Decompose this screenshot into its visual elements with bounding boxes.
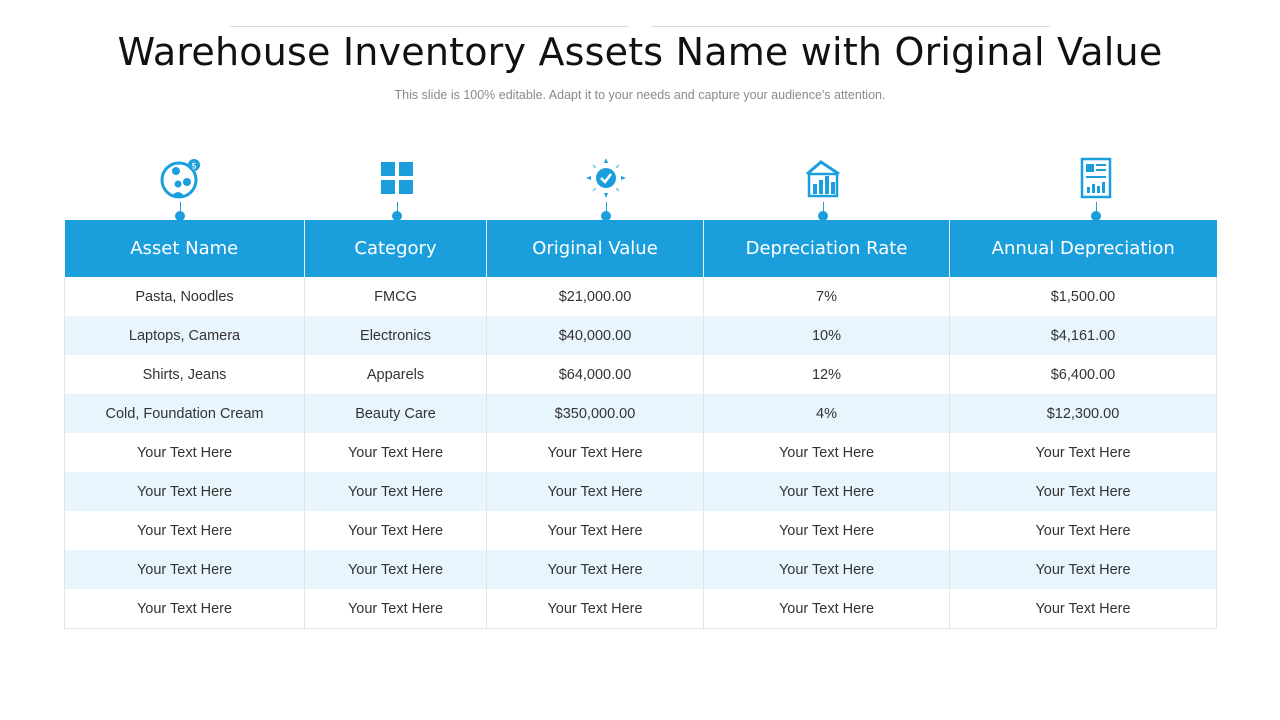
top-divider-left [230, 26, 628, 27]
cell-original-value: Your Text Here [487, 550, 704, 589]
cell-depreciation-rate: 12% [704, 355, 950, 394]
top-divider-right [652, 26, 1050, 27]
cell-original-value: $350,000.00 [487, 394, 704, 433]
cell-asset-name: Pasta, Noodles [65, 277, 305, 316]
inventory-table [64, 220, 1217, 629]
report-chart-icon [1071, 156, 1121, 226]
cell-category: Apparels [305, 355, 487, 394]
table-row [65, 511, 1217, 550]
cell-asset-name: Shirts, Jeans [65, 355, 305, 394]
table-header-row [65, 220, 1217, 277]
table-row [65, 355, 1217, 394]
header-original-value: Original Value [487, 220, 704, 277]
cell-original-value: Your Text Here [487, 511, 704, 550]
cell-original-value: $64,000.00 [487, 355, 704, 394]
table-row [65, 394, 1217, 433]
cell-depreciation-rate: Your Text Here [704, 511, 950, 550]
cell-depreciation-rate: Your Text Here [704, 589, 950, 629]
header-depreciation-rate: Depreciation Rate [704, 220, 950, 277]
cell-category: Your Text Here [305, 550, 487, 589]
cell-asset-name: Your Text Here [65, 433, 305, 472]
cell-asset-name: Cold, Foundation Cream [65, 394, 305, 433]
table-row [65, 316, 1217, 355]
cell-annual-depreciation: Your Text Here [950, 472, 1217, 511]
badge-check-icon [581, 156, 631, 226]
table-row [65, 472, 1217, 511]
cell-original-value: Your Text Here [487, 472, 704, 511]
column-icons-row [64, 156, 1216, 226]
svg-text:$: $ [191, 161, 197, 172]
cell-asset-name: Your Text Here [65, 511, 305, 550]
cell-annual-depreciation: Your Text Here [950, 550, 1217, 589]
cell-annual-depreciation: Your Text Here [950, 589, 1217, 629]
header-annual-depreciation: Annual Depreciation [950, 220, 1217, 277]
cell-original-value: Your Text Here [487, 433, 704, 472]
page-subtitle: This slide is 100% editable. Adapt it to your needs and capture your audience's attention. [394, 88, 886, 102]
cell-asset-name: Laptops, Camera [65, 316, 305, 355]
cell-annual-depreciation: $1,500.00 [950, 277, 1217, 316]
cell-category: Your Text Here [305, 589, 487, 629]
cell-category: Your Text Here [305, 433, 487, 472]
page-title: Warehouse Inventory Assets Name with Original Value [117, 30, 1163, 74]
header-category: Category [305, 220, 487, 277]
house-chart-icon [798, 156, 848, 226]
grid-squares-icon [372, 156, 422, 226]
cell-original-value: $40,000.00 [487, 316, 704, 355]
cell-annual-depreciation: $12,300.00 [950, 394, 1217, 433]
cell-category: Your Text Here [305, 511, 487, 550]
cell-original-value: $21,000.00 [487, 277, 704, 316]
cell-category: Beauty Care [305, 394, 487, 433]
cell-depreciation-rate: Your Text Here [704, 550, 950, 589]
cell-depreciation-rate: 4% [704, 394, 950, 433]
cell-asset-name: Your Text Here [65, 550, 305, 589]
table-row [65, 550, 1217, 589]
cell-category: Electronics [305, 316, 487, 355]
table-row [65, 277, 1217, 316]
cell-category: FMCG [305, 277, 487, 316]
cell-asset-name: Your Text Here [65, 472, 305, 511]
cell-annual-depreciation: Your Text Here [950, 433, 1217, 472]
cell-annual-depreciation: Your Text Here [950, 511, 1217, 550]
money-person-circle-icon [155, 156, 205, 226]
header-asset-name: Asset Name [65, 220, 305, 277]
cell-depreciation-rate: 10% [704, 316, 950, 355]
cell-asset-name: Your Text Here [65, 589, 305, 629]
cell-depreciation-rate: Your Text Here [704, 472, 950, 511]
cell-original-value: Your Text Here [487, 589, 704, 629]
cell-annual-depreciation: $4,161.00 [950, 316, 1217, 355]
cell-depreciation-rate: Your Text Here [704, 433, 950, 472]
table-row [65, 589, 1217, 629]
table-row [65, 433, 1217, 472]
cell-annual-depreciation: $6,400.00 [950, 355, 1217, 394]
cell-depreciation-rate: 7% [704, 277, 950, 316]
cell-category: Your Text Here [305, 472, 487, 511]
